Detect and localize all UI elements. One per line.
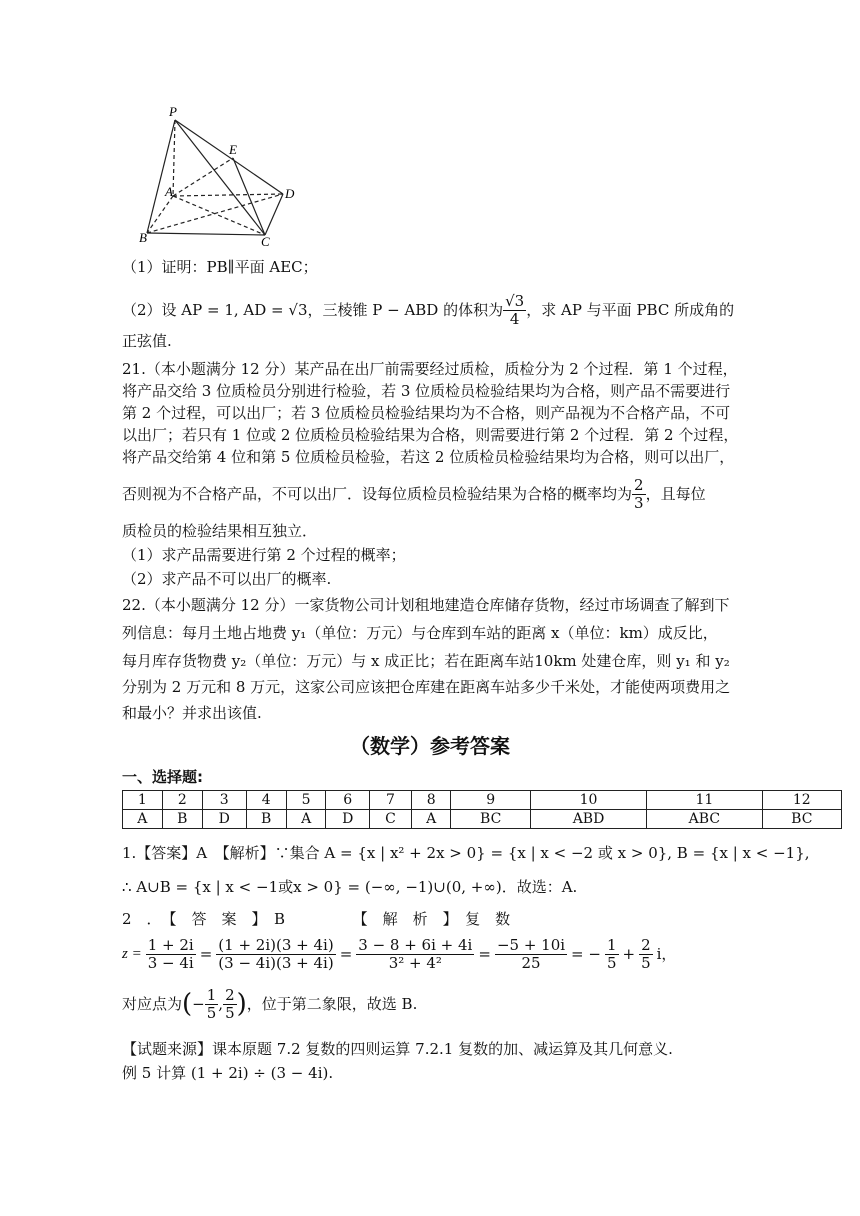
pyramid-figure	[125, 100, 305, 250]
answer-number: 12	[762, 791, 841, 810]
label-d: D	[285, 186, 295, 201]
f6-den: 5	[641, 953, 651, 972]
answer-choice: A	[286, 810, 326, 829]
answer-choice: B	[162, 810, 202, 829]
sol2-frac-4	[495, 937, 567, 972]
q21-line-6-a: 否则视为不合格产品，不可以出厂．设每位质检员检验结果为合格的概率均为	[122, 485, 633, 503]
sol2-frac-3	[356, 937, 474, 972]
comma: ,	[218, 995, 224, 1013]
answer-choice: A	[411, 810, 451, 829]
label-e: E	[229, 142, 237, 157]
sol2-example: 例 5 计算 (1 + 2i) ÷ (3 − 4i).	[122, 1064, 334, 1082]
f5-den: 5	[606, 953, 617, 972]
answer-number: 6	[326, 791, 370, 810]
sol2-z: z =	[122, 946, 142, 962]
sol2-source: 【试题来源】课本原题 7.2 复数的四则运算 7.2.1 复数的加、减运算及其几何意义.	[122, 1040, 673, 1058]
q21-sub-2: （2）求产品不可以出厂的概率.	[122, 570, 332, 588]
f4-num: −5 + 10i	[496, 935, 566, 954]
label-c: C	[261, 234, 270, 249]
q20-part2-cont: 正弦值.	[122, 332, 172, 350]
answer-number: 10	[530, 791, 646, 810]
sol1-line-2: ∴ A∪B = {x | x < −1或x > 0} = (−∞, −1)∪(0, +∞)．故选：A.	[122, 878, 578, 896]
point-frac-1	[205, 987, 219, 1022]
pf2-den: 5	[225, 1003, 235, 1022]
paren-open: (	[182, 989, 193, 1019]
q21-line-2: 将产品交给 3 位质检员分别进行检验，若 3 位质检员检验结果均为合格，则产品不需要进行	[122, 382, 731, 400]
paren-close: )	[236, 989, 247, 1019]
q21-sub-1: （1）求产品需要进行第 2 个过程的概率；	[122, 546, 406, 564]
answer-choice: BC	[451, 810, 530, 829]
sol2-frac-1	[146, 937, 196, 972]
answer-number: 9	[451, 791, 530, 810]
minus-sign: −	[192, 995, 205, 1013]
label-a: A	[165, 184, 173, 199]
sol2-equation	[122, 934, 742, 974]
f3-den: 3² + 4²	[388, 953, 442, 972]
f5-num: 1	[606, 935, 617, 954]
q20-volume-fraction	[503, 293, 526, 328]
q22-line-5: 和最小？并求出该值.	[122, 704, 262, 722]
answer-number: 4	[246, 791, 286, 810]
q21-line-3: 第 2 个过程，可以出厂；若 3 位质检员检验结果均为不合格，则产品视为不合格产品，不可	[122, 404, 731, 422]
pf1-num: 1	[206, 985, 217, 1004]
sol2-frac-2	[216, 937, 335, 972]
label-b: B	[139, 230, 147, 245]
sol2-tail: i，	[656, 945, 677, 963]
q20-frac-den: 4	[509, 309, 520, 328]
q22-line-2: 列信息：每月土地占地费 y₁（单位：万元）与仓库到车站的距离 x（单位：km）成反比，	[122, 624, 718, 642]
q21-frac-den: 3	[634, 493, 644, 512]
q20-part2	[122, 290, 742, 330]
q21-line-5: 将产品交给第 4 位和第 5 位质检员检验，若这 2 位质检员检验结果均为合格，则可以出厂，	[122, 448, 735, 466]
plus-sign: +	[622, 945, 636, 963]
q20-frac-num: √3	[505, 291, 525, 310]
answers-title: （数学）参考答案	[350, 734, 510, 758]
answer-number: 2	[162, 791, 202, 810]
sol2-frac-5	[605, 937, 619, 972]
f2-den: (3 − 4i)(3 + 4i)	[218, 953, 334, 972]
q21-prob-fraction	[632, 477, 646, 512]
answer-number: 11	[647, 791, 762, 810]
q22-line-1: 22.（本小题满分 12 分）一家货物公司计划租地建造仓库储存货物，经过市场调查了解到下	[122, 596, 730, 614]
q22-line-3: 每月库存货物费 y₂（单位：万元）与 x 成正比；若在距离车站10km 处建仓库，则 y₁ 和 y₂	[122, 652, 730, 670]
sol2-point-b: ，位于第二象限，故选 B.	[246, 995, 418, 1013]
eq-sign: = −	[571, 945, 601, 963]
sol2-head: 2 ． 【 答 案 】 B 【 解 析 】 复 数	[122, 910, 511, 928]
q21-line-6-b: ，且每位	[645, 485, 706, 503]
sol2-point	[122, 984, 742, 1024]
answer-choice: ABD	[530, 810, 646, 829]
q21-frac-num: 2	[634, 475, 644, 494]
answer-choice: C	[370, 810, 412, 829]
answer-number: 8	[411, 791, 451, 810]
answer-number: 3	[202, 791, 246, 810]
f2-num: (1 + 2i)(3 + 4i)	[218, 935, 334, 954]
f6-num: 2	[641, 935, 651, 954]
f3-num: 3 − 8 + 6i + 4i	[358, 935, 473, 954]
answer-choice: D	[326, 810, 370, 829]
q20-part1: （1）证明：PB∥平面 AEC；	[122, 258, 318, 276]
eq-sign: =	[339, 945, 353, 963]
answer-table-number-row	[123, 791, 842, 810]
answer-choice: A	[123, 810, 163, 829]
answer-choice: D	[202, 810, 246, 829]
f1-num: 1 + 2i	[147, 935, 194, 954]
answer-choice: BC	[762, 810, 841, 829]
q21-line-7: 质检员的检验结果相互独立．	[122, 522, 318, 540]
q20-part2-text-a: （2）设 AP = 1, AD = √3，三棱锥 P − ABD 的体积为	[122, 301, 504, 319]
sol2-frac-6	[639, 937, 653, 972]
f1-den: 3 − 4i	[147, 953, 194, 972]
eq-sign: =	[199, 945, 213, 963]
eq-sign: =	[478, 945, 491, 963]
pf1-den: 5	[206, 1003, 217, 1022]
answer-number: 1	[123, 791, 163, 810]
answer-table-choice-row	[123, 810, 842, 829]
answer-number: 7	[370, 791, 412, 810]
answer-choice: ABC	[647, 810, 762, 829]
section-heading: 一、选择题:	[122, 768, 203, 786]
answer-table	[122, 790, 842, 829]
q21-line-1: 21.（本小题满分 12 分）某产品在出厂前需要经过质检，质检分为 2 个过程．第 1 个过程，	[122, 360, 738, 378]
f4-den: 25	[521, 953, 541, 972]
point-frac-2	[223, 987, 237, 1022]
pf2-num: 2	[225, 985, 235, 1004]
sol1-line-1: 1.【答案】A 【解析】∵集合 A = {x | x² + 2x > 0} = {x | x < −2 或 x > 0}, B = {x | x < −1},	[122, 844, 810, 862]
label-p: P	[169, 104, 177, 119]
sol2-point-a: 对应点为	[122, 995, 183, 1013]
answer-choice: B	[246, 810, 286, 829]
answer-number: 5	[286, 791, 326, 810]
q20-part2-text-b: ，求 AP 与平面 PBC 所成角的	[526, 301, 735, 319]
q21-line-4: 以出厂；若只有 1 位或 2 位质检员检验结果为合格，则需要进行第 2 个过程．第 2 个过程，	[122, 426, 739, 444]
q21-line-6	[122, 474, 742, 514]
q22-line-4: 分别为 2 万元和 8 万元，这家公司应该把仓库建在距离车站多少千米处，才能使两项费用之	[122, 678, 731, 696]
